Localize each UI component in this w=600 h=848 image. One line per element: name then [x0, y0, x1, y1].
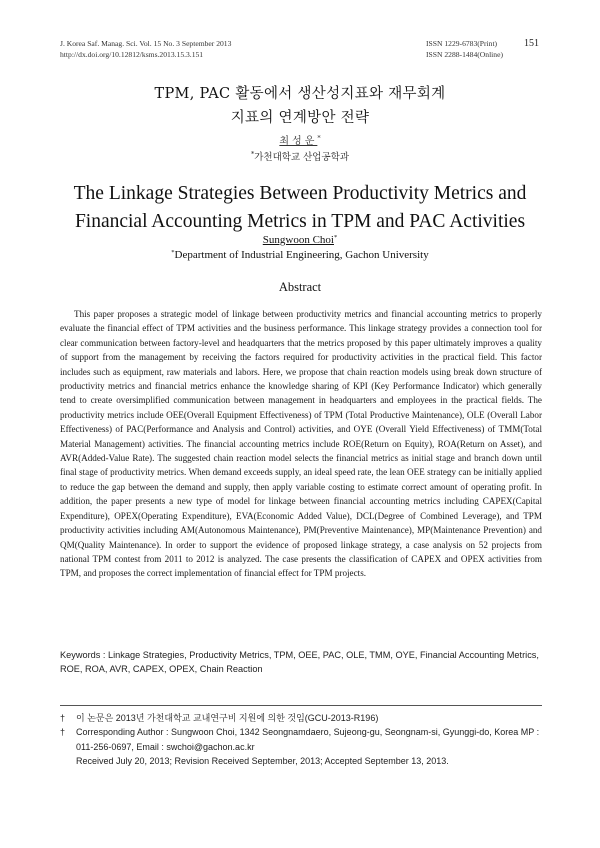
english-title-line1: The Linkage Strategies Between Productivity Metrics and: [73, 183, 527, 204]
dagger-mark: †: [60, 713, 66, 723]
keywords: Keywords : Linkage Strategies, Productivity Metrics, TPM, OEE, PAC, OLE, TMM, OYE, Financial Accounting Metrics, ROE, ROA, AVR, CAPEX, OPEX, Chain Reaction: [60, 650, 539, 674]
footnote-divider: [60, 705, 542, 706]
korean-author-mark: *: [317, 134, 321, 142]
received-note: [60, 754, 542, 768]
footnotes: [60, 711, 542, 769]
abstract-body: This paper proposes a strategic model of linkage between productivity metrics and financial accounting metrics to properly evaluate the financial effect of TPM activities and the business performance. This linkage strategy provides a connection tool for clear communication between factory-level and headquarters that the metrics proposed by this paper ultimately improves a quality of support from the management by receiving the factors required for productivity activities in the practical field. This factor includes such as equipment, raw materials and labors. Here, we propose that chain reaction models using break down structure of productivity metrics and financial metrics enhance the knowledge sharing of KPI (Key Performance Indicator) which generally tend to create oversimplified communication between management in headquarters and employees in the practical fields. The productivity metrics include OEE(Overall Equipment Effectiveness) of TPM (Total Productive Maintenance), OLE (Overall Labor Effectiveness) of PAC(Performance and Analysis and Control) activities, and OYE (Overall Yield Effectiveness) of TMM(Total Material Management) activities. The financial accounting metrics include ROE(Return on Equity), ROA(Return on Asset), and AVR(Added-Value Rate). The suggested chain reaction model selects the financial metrics as initial stage and branch down until final stage of productivity metrics. When demand exceeds supply, an ideal speed rate, the lean OEE strategy can be initially applied to reduce the gap between the demand and supply, then apply variable costing to estimate correct amount of operating profit. In addition, the paper presents a new type of model for linkage between financial accounting metrics including CAPEX(Capital Expenditure), OPEX(Operating Expenditure), EVA(Economic Added Value), DCL(Degree of Combined Leverage), and TPM productivity activities including AM(Autonomous Maintenance), PM(Preventive Maintenance), MP(Maintenance Prevention) and QM(Quality Maintenance). In order to support the evidence of proposed linkage strategy, a case analysis on 52 projects from national TPM contest from 2011 to 2012 is analyzed. The case presents the classification of CAPEX and OPEX activities from TPM, and proposes the correct implementation of financial effect for TPM projects.: [60, 309, 542, 579]
issn-print: ISSN 1229-6783(Print): [426, 39, 498, 48]
english-title-line2: Financial Accounting Metrics in TPM and PAC Activities: [74, 211, 526, 232]
abstract-heading: Abstract: [278, 280, 322, 294]
english-title: [0, 180, 600, 236]
korean-title-line2: 지표의 연계방안 전략: [230, 110, 370, 126]
korean-title-line1: TPM, PAC 활동에서 생산성지표와 재무회계: [154, 86, 446, 102]
journal-header: [60, 38, 231, 60]
korean-affiliation: [0, 149, 600, 163]
korean-title: [0, 82, 600, 130]
korean-affiliation-text: 가천대학교 산업공학과: [254, 152, 350, 163]
issn-online: ISSN 2288-1484(Online): [426, 50, 503, 59]
issn-block: [426, 38, 503, 60]
dagger-mark: †: [60, 727, 66, 738]
english-affiliation-text: Department of Industrial Engineering, Gachon University: [174, 249, 429, 261]
funding-text: 이 논문은 2013년 가천대학교 교내연구비 지원에 의한 것임(GCU-2013-R196): [76, 713, 379, 723]
english-affiliation-mark: *: [171, 249, 175, 256]
english-author-mark: *: [333, 234, 338, 241]
corresponding-text: Corresponding Author : Sungwoon Choi, 1342 Seongnamdaero, Sujeong-gu, Seongnam-si, Gyunggi-do, Korea MP : 011-256-0697, Email : swchoi@gachon.ac.kr: [76, 727, 540, 752]
english-author-name: Sungwoon Choi: [262, 234, 334, 246]
corresponding-note: [60, 725, 542, 754]
english-author: [0, 234, 600, 246]
english-affiliation: [0, 249, 600, 261]
korean-author: [0, 132, 600, 147]
funding-note: [60, 711, 542, 725]
journal-citation: J. Korea Saf. Manag. Sci. Vol. 15 No. 3 September 2013: [60, 39, 232, 48]
korean-affiliation-mark: *: [250, 150, 255, 158]
korean-author-name: 최성운: [279, 136, 318, 147]
doi-link[interactable]: http://dx.doi.org/10.12812/ksms.2013.15.3.151: [60, 50, 204, 59]
page-number: 151: [524, 38, 539, 49]
received-text: Received July 20, 2013; Revision Received September, 2013; Accepted September 13, 2013.: [76, 756, 449, 767]
